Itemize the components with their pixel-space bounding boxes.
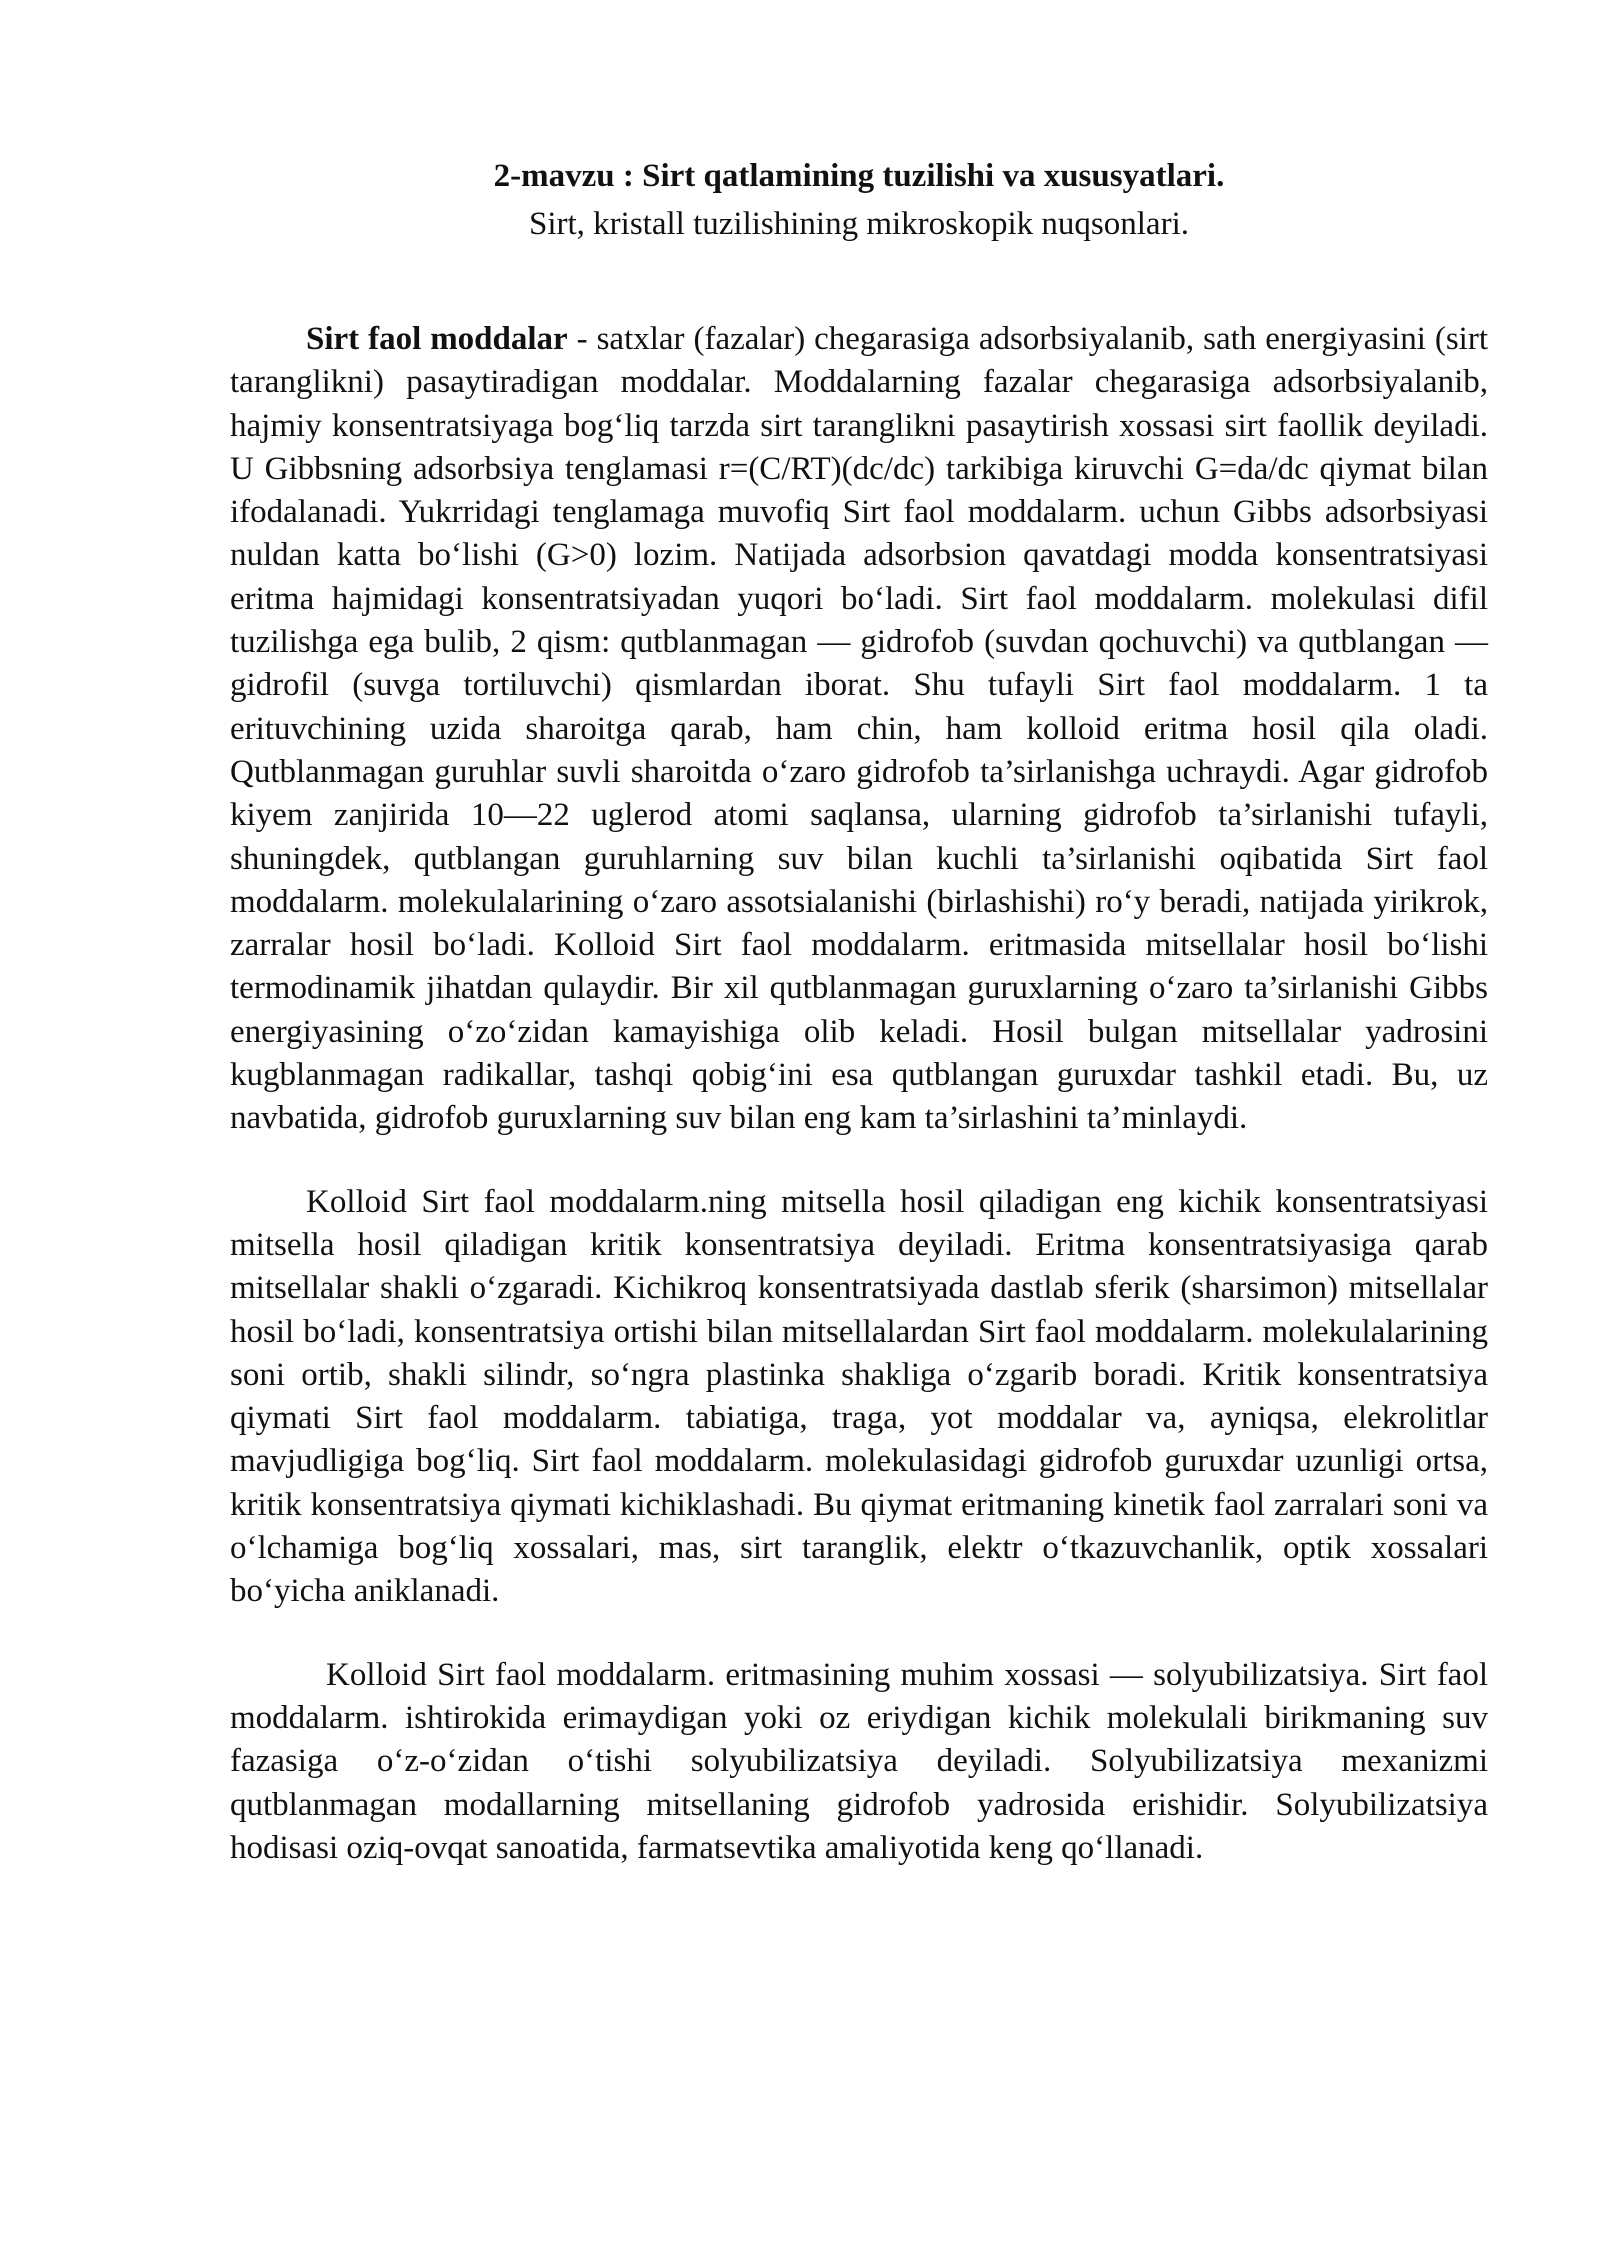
paragraph-3: Kolloid Sirt faol moddalarm. eritmasining muhim xossasi — solyubilizatsiya. Sirt faol moddalarm. ishtirokida erimaydigan yoki oz eriydigan kichik molekulali birikmaning suv fazasiga o‘z-o‘zidan o‘tishi solyubilizatsiya deyiladi. Solyubilizatsiya mexanizmi qutblanmagan modallarning mitsellaning gidrofob yadrosida erishidir. Solyubilizatsiya hodisasi oziq-ovqat sanoatida, farmatsevtika amaliyotida keng qo‘llanadi. [230,1656,1488,1866]
document-body [230,318,1488,1870]
document-title: 2-mavzu : Sirt qatlamining tuzilishi va xususyatlari. [493,158,1225,194]
document-header [230,152,1488,248]
paragraph-1 [230,318,1488,1141]
document-subtitle: Sirt, kristall tuzilishining mikroskopik nuqsonlari. [529,206,1189,242]
paragraph-1-text: - satxlar (fazalar) chegarasiga adsorbsiyalanib, sath energiyasini (sirt taranglikni) pasaytiradigan moddalar. Moddalarning fazalar chegarasiga adsorbsiyalanib, hajmiy konsentratsiyaga bog‘liq tarzda sirt taranglikni pasaytirish xossasi sirt faollik deyiladi. U Gibbsning adsorbsiya tenglamasi r=(C/RT)(dc/dc) tarkibiga kiruvchi G=da/dc qiymat bilan ifodalanadi. Yukrridagi tenglamaga muvofiq Sirt faol moddalarm. uchun Gibbs adsorbsiyasi nuldan katta bo‘lishi (G>0) lozim. Natijada adsorbsion qavatdagi modda konsentratsiyasi eritma hajmidagi konsentratsiyadan yuqori bo‘ladi. Sirt faol moddalarm. molekulasi difil tuzilishga ega bulib, 2 qism: qutblanmagan — gidrofob (suvdan qochuvchi) va qutblangan — gidrofil (suvga tortiluvchi) qismlardan iborat. Shu tufayli Sirt faol moddalarm. 1 ta erituvchining uzida sharoitga qarab, ham chin, ham kolloid eritma hosil qila oladi. Qutblanmagan guruhlar suvli sharoitda o‘zaro gidrofob ta’sirlanishga uchraydi. Agar gidrofob kiyem zanjirida 10—22 uglerod atomi saqlansa, ularning gidrofob ta’sirlanishi tufayli, shuningdek, qutblangan guruhlarning suv bilan kuchli ta’sirlanishi oqibatida Sirt faol moddalarm. molekulalarining o‘zaro assotsialanishi (birlashishi) ro‘y beradi, natijada yirikrok, zarralar hosil bo‘ladi. Kolloid Sirt faol moddalarm. eritmasida mitsellalar hosil bo‘lishi termodinamik jihatdan qulaydir. Bir xil qutblanmagan guruxlarning o‘zaro ta’sirlanishi Gibbs energiyasining o‘zo‘zidan kamayishiga olib keladi. Hosil bulgan mitsellalar yadrosini kugblanmagan radikallar, tashqi qobig‘ini esa qutblangan guruxdar tashkil etadi. Bu, uz navbatida, gidrofob guruxlarning suv bilan eng kam ta’sirlashini ta’minlaydi. [230,321,1488,1137]
paragraph-2: Kolloid Sirt faol moddalarm.ning mitsella hosil qiladigan eng kichik konsentratsiyasi mitsella hosil qiladigan kritik konsentratsiya deyiladi. Eritma konsentratsiyasiga qarab mitsellalar shakli o‘zgaradi. Kichikroq konsentratsiyada dastlab sferik (sharsimon) mitsellalar hosil bo‘ladi, konsentratsiya ortishi bilan mitsellalardan Sirt faol moddalarm. molekulalarining soni ortib, shakli silindr, so‘ngra plastinka shakliga o‘zgarib boradi. Kritik konsentratsiya qiymati Sirt faol moddalarm. tabiatiga, traga, yot moddalar va, ayniqsa, elekrolitlar mavjudligiga bog‘liq. Sirt faol moddalarm. molekulasidagi gidrofob guruxdar uzunligi ortsa, kritik konsentratsiya qiymati kichiklashadi. Bu qiymat eritmaning kinetik faol zarralari soni va o‘lchamiga bog‘liq xossalari, mas, sirt taranglik, elektr o‘tkazuvchanlik, optik xossalari bo‘yicha aniklanadi. [230,1183,1488,1610]
paragraph-1-lead-term: Sirt faol moddalar [306,321,568,357]
